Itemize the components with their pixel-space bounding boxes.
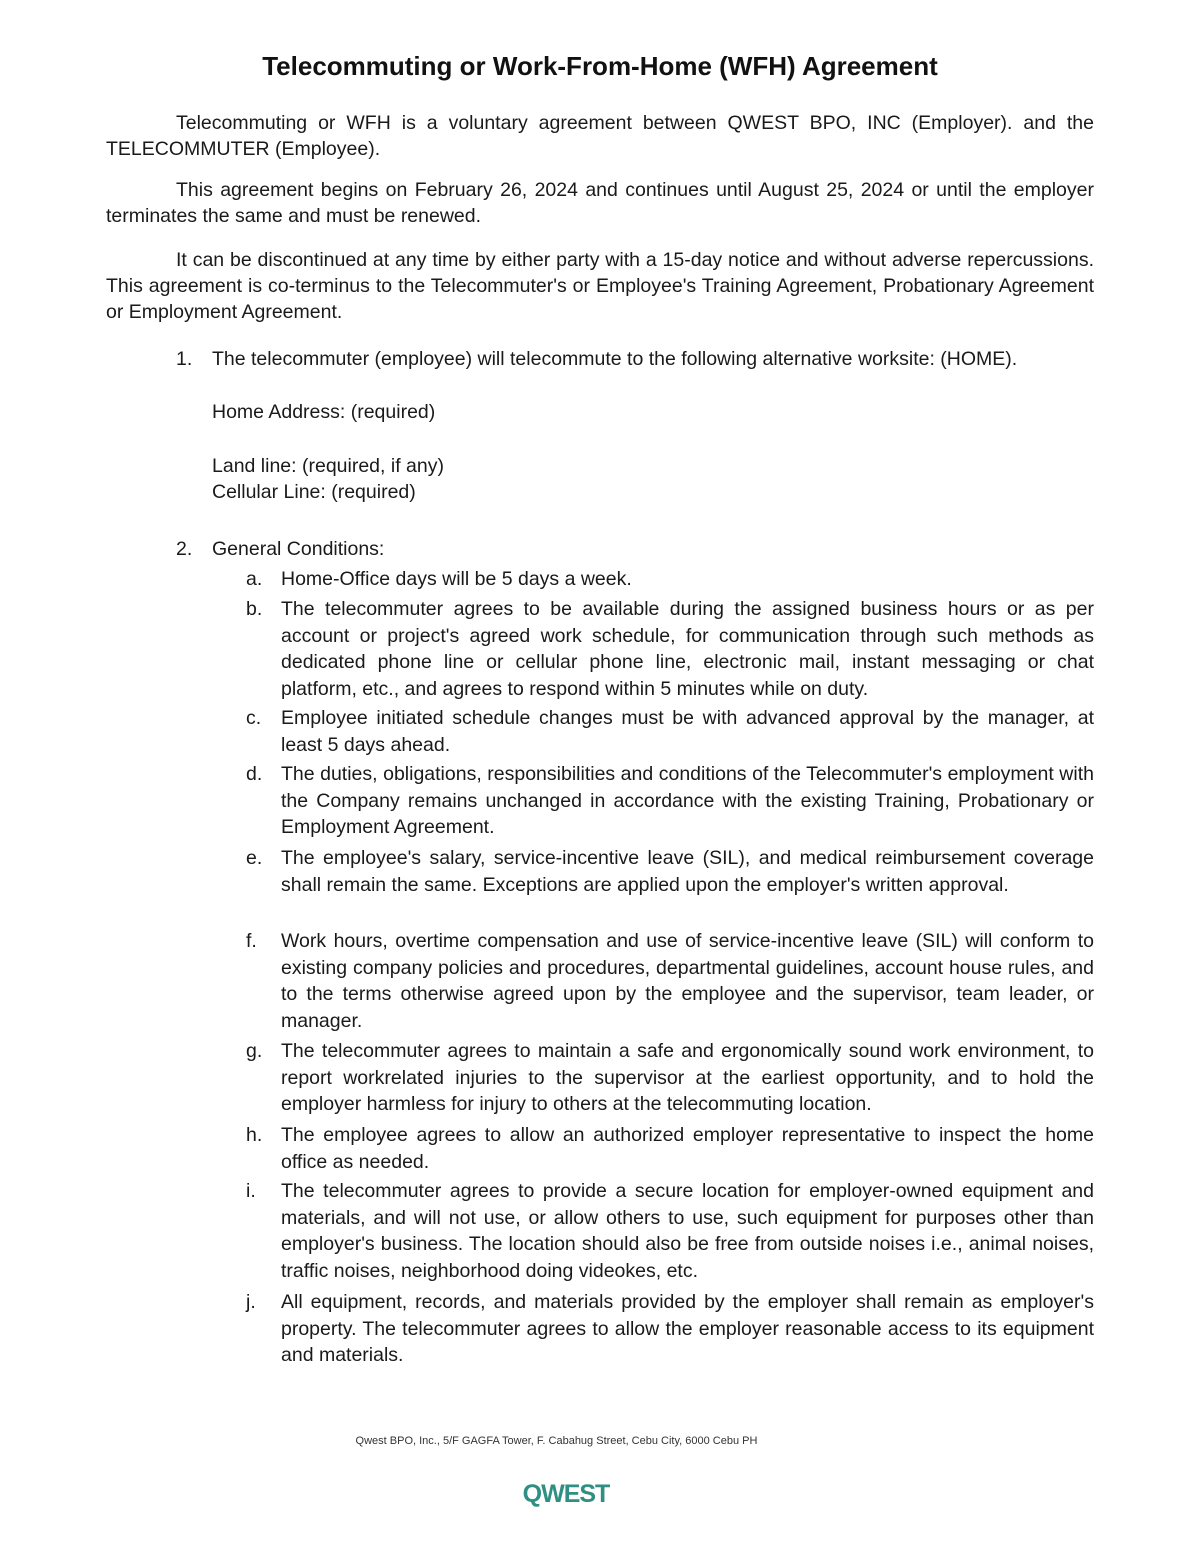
cellular-line-line: Cellular Line: (required) [212,481,416,503]
condition-letter: j. [246,1291,256,1313]
condition-letter: f. [246,930,257,952]
condition-text: The duties, obligations, responsibilities and conditions of the Telecommuter's employment with the Company remains unchanged in accordance with the existing Training, Probationary or Employment Agreement. [281,763,1094,838]
condition-text: Home-Office days will be 5 days a week. [281,568,632,590]
footer-address: Qwest BPO, Inc., 5/F GAGFA Tower, F. Cabahug Street, Cebu City, 6000 Cebu PH [355,1435,758,1447]
item-2-number: 2. [176,538,193,560]
condition-text: All equipment, records, and materials provided by the employer shall remain as employer's property. The telecommuter agrees to allow the employer reasonable access to its equipment and materials. [281,1291,1094,1366]
condition-letter: h. [246,1124,263,1146]
condition-letter: i. [246,1180,256,1202]
condition-text: Work hours, overtime compensation and use of service-incentive leave (SIL) will conform to existing company policies and procedures, departmental guidelines, account house rules, and to the terms otherwise agreed upon by the employee and the supervisor, team leader, or manager. [281,930,1094,1032]
condition-letter: g. [246,1040,263,1062]
condition-text: The telecommuter agrees to maintain a safe and ergonomically sound work environment, to report workrelated injuries to the supervisor at the earliest opportunity, and to hold the employer harmless for injury to others at the telecommuting location. [281,1040,1094,1115]
condition-letter: a. [246,568,263,590]
condition-letter: d. [246,763,263,785]
item-2-text: General Conditions: [212,538,385,560]
document-title: Telecommuting or Work-From-Home (WFH) Agreement [262,51,938,81]
intro-paragraph-3: It can be discontinued at any time by either party with a 15-day notice and without adverse repercussions. This agreement is co-terminus to the Telecommuter's or Employee's Training Agreement, Probationary Agreement or Employment Agreement. [106,249,1094,323]
condition-letter: e. [246,847,263,869]
condition-text: The employee agrees to allow an authorized employer representative to inspect the home office as needed. [281,1124,1094,1173]
condition-text: Employee initiated schedule changes must be with advanced approval by the manager, at least 5 days ahead. [281,707,1094,756]
intro-paragraph-1: Telecommuting or WFH is a voluntary agreement between QWEST BPO, INC (Employer). and the TELECOMMUTER (Employee). [106,112,1094,160]
item-1-text: The telecommuter (employee) will telecommute to the following alternative worksite: (HOME). [212,348,1018,370]
condition-text: The employee's salary, service-incentive leave (SIL), and medical reimbursement coverage shall remain the same. Exceptions are applied upon the employer's written approval. [281,847,1094,896]
condition-text: The telecommuter agrees to be available during the assigned business hours or as per account or project's agreed work schedule, for communication through such methods as dedicated phone line or cellular phone line, electronic mail, instant messaging or chat platform, etc., and agrees to respond within 5 minutes while on duty. [281,598,1094,700]
qwest-logo [520,1478,612,1508]
condition-letter: c. [246,707,262,729]
land-line-line: Land line: (required, if any) [212,455,444,477]
intro-paragraph-2: This agreement begins on February 26, 2024 and continues until August 25, 2024 or until the employer terminates the same and must be renewed. [106,179,1094,227]
condition-letter: b. [246,598,263,620]
item-1-number: 1. [176,348,193,370]
home-address-line: Home Address: (required) [212,401,436,423]
condition-text: The telecommuter agrees to provide a secure location for employer-owned equipment and materials, and will not use, or allow others to use, such equipment for purposes other than employer's business. The location should also be free from outside noises i.e., animal noises, traffic noises, neighborhood doing videokes, etc. [281,1180,1094,1282]
qwest-logo-text: QWEST [522,1480,610,1508]
